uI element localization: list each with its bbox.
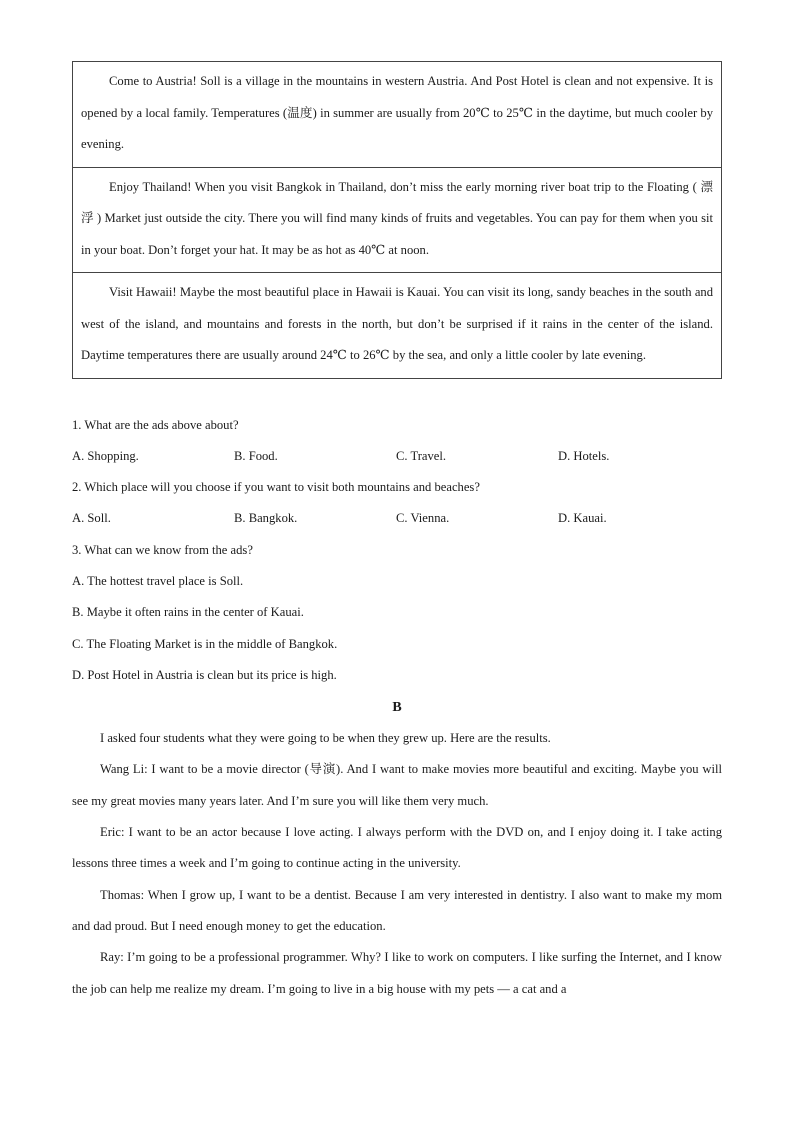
question-3-stem: 3. What can we know from the ads? [72,542,253,557]
question-1-stem: 1. What are the ads above about? [72,417,239,432]
option-c[interactable]: C. The Floating Market is in the middle of Bangkok. [72,636,338,651]
passage-intro: I asked four students what they were going to be when they grew up. Here are the results. [100,731,551,746]
ad-text: Visit Hawaii! Maybe the most beautiful place in Hawaii is Kauai. You can visit its long, sandy beaches in the south and west of the island, and mountains and forests in the north, but don’t be surprised if it rains in the center of the island. Daytime temperatures there are usually around 24℃ to 26℃ by the sea, and only a little cooler by late evening. [81,285,713,362]
option-c[interactable]: C. Travel. [396,448,447,463]
section-b-passage [72,723,722,1005]
section-b-title: B [392,700,402,716]
option-a[interactable]: A. The hottest travel place is Soll. [72,573,244,588]
ad-text: Come to Austria! Soll is a village in the mountains in western Austria. And Post Hotel is clean and not expensive. It is opened by a local family. Temperatures (温度) in summer are usually from 20℃ to 25℃ in the daytime, but much cooler by evening. [81,74,713,151]
option-d[interactable]: D. Hotels. [558,448,610,463]
option-b[interactable]: B. Maybe it often rains in the center of Kauai. [72,605,304,620]
passage-ray: Ray: I’m going to be a professional programmer. Why? I like to work on computers. I like surfing the Internet, and I know the job can help me realize my dream. I’m going to live in a big house with my pets — a cat and a [72,950,722,996]
ad-hawaii [73,272,721,378]
passage-thomas: Thomas: When I grow up, I want to be a dentist. Because I am very interested in dentistry. I also want to make my mom and dad proud. But I need enough money to get the education. [72,887,722,933]
ad-austria [73,62,721,167]
question-1-options [72,441,722,472]
question-2-options [72,503,722,534]
passage-eric: Eric: I want to be an actor because I love acting. I always perform with the DVD on, and I enjoy doing it. I take acting lessons three times a week and I’m going to continue acting in the university. [72,825,722,871]
questions [72,410,722,692]
ads-box [72,61,722,379]
option-a[interactable]: A. Soll. [72,511,111,526]
option-d[interactable]: D. Post Hotel in Austria is clean but its price is high. [72,667,337,682]
ad-thailand [73,167,721,273]
ad-text: Enjoy Thailand! When you visit Bangkok in Thailand, don’t miss the early morning river boat trip to the Floating ( 漂 浮 ) Market just outside the city. There you will find many kinds of fruits and vegetables. You can pay for them when you sit in your boat. Don’t forget your hat. It may be as hot as 40℃ at noon. [81,179,713,257]
passage-wang-li: Wang Li: I want to be a movie director (导演). And I want to make movies more beautiful and exciting. Maybe you will see my great movies many years later. And I’m sure you will like them very much. [72,762,722,808]
option-b[interactable]: B. Bangkok. [234,511,298,526]
question-2-stem: 2. Which place will you choose if you want to visit both mountains and beaches? [72,480,480,495]
worksheet-page [72,61,722,1005]
option-c[interactable]: C. Vienna. [396,511,450,526]
option-b[interactable]: B. Food. [234,448,278,463]
option-a[interactable]: A. Shopping. [72,448,139,463]
option-d[interactable]: D. Kauai. [558,511,607,526]
